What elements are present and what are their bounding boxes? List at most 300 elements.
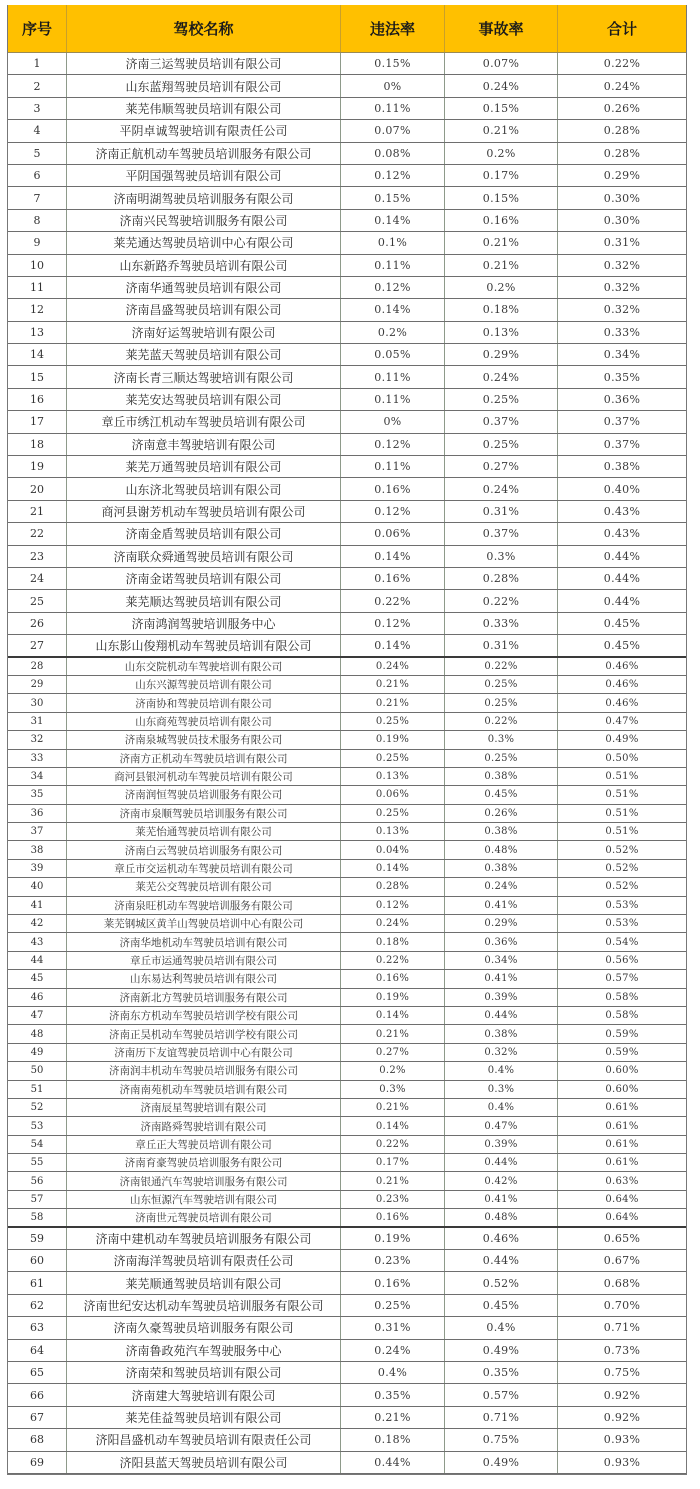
row-seq: 45 — [8, 970, 67, 987]
total-rate: 0.61% — [605, 1138, 639, 1150]
row-seq: 49 — [8, 1044, 67, 1061]
school-name: 济南昌盛驾驶员培训有限公司 — [67, 299, 341, 320]
row-seq: 58 — [8, 1209, 67, 1225]
row-seq: 68 — [8, 1429, 67, 1450]
school-name: 商河县银河机动车驾驶员培训有限公司 — [67, 768, 341, 785]
accident-rate: 0.49% — [445, 1340, 558, 1361]
total-rate: 0.24% — [603, 79, 641, 93]
school-name: 济南泉城驾驶员技术服务有限公司 — [67, 731, 341, 748]
school-name: 莱芜蓝天驾驶员培训有限公司 — [67, 344, 341, 365]
accident-rate: 0.39% — [445, 1136, 558, 1153]
table-row — [8, 299, 686, 321]
table-row — [8, 255, 686, 277]
violation-rate: 0.12% — [341, 897, 445, 914]
table-row — [8, 658, 686, 676]
total-rate: 0.43% — [603, 505, 641, 518]
row-seq: 11 — [8, 277, 67, 298]
table-row — [8, 676, 686, 694]
violation-rate: 0.11% — [341, 366, 445, 387]
row-seq: 12 — [8, 299, 67, 320]
row-seq: 13 — [8, 322, 67, 343]
table-row — [8, 232, 686, 254]
violation-rate: 0.25% — [341, 805, 445, 822]
accident-rate: 0.32% — [445, 1044, 558, 1061]
school-name: 济南正航机动车驾驶员培训服务有限公司 — [67, 143, 341, 164]
accident-rate: 0.22% — [445, 713, 558, 730]
total-rate: 0.30% — [603, 213, 641, 227]
violation-rate: 0.15% — [341, 53, 445, 74]
violation-rate: 0.16% — [341, 478, 445, 499]
row-seq: 30 — [8, 694, 67, 711]
total-rate: 0.45% — [603, 616, 641, 630]
school-name: 莱芜怡通驾驶员培训有限公司 — [67, 823, 341, 840]
total-rate: 0.93% — [603, 1433, 641, 1447]
school-name: 济南好运驾驶培训有限公司 — [67, 322, 341, 343]
accident-rate: 0.25% — [445, 694, 558, 711]
row-seq: 36 — [8, 805, 67, 822]
accident-rate: 0.29% — [445, 344, 558, 365]
accident-rate: 0.4% — [445, 1317, 558, 1338]
school-name: 山东兴源驾驶员培训有限公司 — [67, 676, 341, 693]
total-rate: 0.49% — [605, 734, 639, 746]
total-rate: 0.75% — [603, 1366, 641, 1380]
accident-rate: 0.37% — [445, 523, 558, 544]
total-rate: 0.45% — [603, 638, 641, 652]
table-row — [8, 713, 686, 731]
row-seq: 62 — [8, 1295, 67, 1316]
total-rate: 0.32% — [603, 258, 641, 272]
total-rate: 0.22% — [603, 57, 641, 71]
total-rate: 0.58% — [605, 991, 639, 1003]
accident-rate: 0.13% — [445, 322, 558, 343]
table-row — [8, 210, 686, 232]
accident-rate: 0.25% — [445, 750, 558, 767]
school-name: 莱芜顺达驾驶员培训有限公司 — [67, 590, 341, 611]
accident-rate: 0.2% — [445, 143, 558, 164]
row-seq: 55 — [8, 1154, 67, 1171]
total-rate: 0.40% — [603, 482, 641, 496]
violation-rate: 0.12% — [341, 434, 445, 455]
table-row — [8, 501, 686, 523]
total-rate: 0.61% — [605, 1157, 639, 1169]
row-seq: 40 — [8, 878, 67, 895]
accident-rate: 0.38% — [445, 768, 558, 785]
violation-rate: 0.14% — [341, 635, 445, 655]
row-seq: 47 — [8, 1007, 67, 1024]
violation-rate: 0.12% — [341, 501, 445, 522]
accident-rate: 0.07% — [445, 53, 558, 74]
table-row — [8, 731, 686, 749]
table-row — [8, 53, 686, 75]
violation-rate: 0.04% — [341, 841, 445, 858]
total-rate: 0.29% — [603, 169, 641, 183]
accident-rate: 0.3% — [445, 1081, 558, 1098]
table-row — [8, 860, 686, 878]
accident-rate: 0.37% — [445, 411, 558, 432]
row-seq: 25 — [8, 590, 67, 611]
violation-rate: 0.14% — [341, 546, 445, 567]
school-name: 济南南苑机动车驾驶员培训有限公司 — [67, 1081, 341, 1098]
total-rate: 0.63% — [605, 1175, 639, 1187]
violation-rate: 0.07% — [341, 120, 445, 141]
row-seq: 44 — [8, 952, 67, 969]
total-rate: 0.37% — [603, 437, 641, 451]
school-name: 济南白云驾驶员培训服务有限公司 — [67, 841, 341, 858]
violation-rate: 0.22% — [341, 952, 445, 969]
accident-rate: 0.71% — [445, 1407, 558, 1428]
school-name: 章丘市运通驾驶员培训有限公司 — [67, 952, 341, 969]
total-rate: 0.26% — [603, 101, 641, 115]
violation-rate: 0.14% — [341, 210, 445, 231]
table-row — [8, 1044, 686, 1062]
table-row — [8, 546, 686, 568]
school-name: 莱芜钢城区黄羊山驾驶员培训中心有限公司 — [67, 915, 341, 932]
total-rate: 0.71% — [603, 1321, 641, 1335]
row-seq: 34 — [8, 768, 67, 785]
violation-rate: 0.19% — [341, 989, 445, 1006]
row-seq: 57 — [8, 1191, 67, 1208]
violation-rate: 0.21% — [341, 1099, 445, 1116]
violation-rate: 0.19% — [341, 1228, 445, 1249]
total-rate: 0.36% — [603, 393, 641, 407]
violation-rate: 0.24% — [341, 1340, 445, 1361]
row-seq: 53 — [8, 1117, 67, 1134]
accident-rate: 0.41% — [445, 1191, 558, 1208]
total-rate: 0.61% — [605, 1102, 639, 1114]
violation-rate: 0.16% — [341, 568, 445, 589]
total-rate: 0.28% — [603, 124, 641, 138]
violation-rate: 0.12% — [341, 613, 445, 634]
accident-rate: 0.24% — [445, 878, 558, 895]
row-seq: 69 — [8, 1452, 67, 1473]
table-row — [8, 786, 686, 804]
row-seq: 19 — [8, 456, 67, 477]
table-row — [8, 1384, 686, 1406]
row-seq: 66 — [8, 1384, 67, 1405]
table-row — [8, 1250, 686, 1272]
total-rate: 0.56% — [605, 954, 639, 966]
school-name: 山东影山俊翔机动车驾驶员培训有限公司 — [67, 635, 341, 655]
accident-rate: 0.15% — [445, 98, 558, 119]
accident-rate: 0.57% — [445, 1384, 558, 1405]
school-name: 章丘市绣江机动车驾驶员培训有限公司 — [67, 411, 341, 432]
violation-rate: 0.21% — [341, 1172, 445, 1189]
violation-rate: 0.06% — [341, 523, 445, 544]
violation-rate: 0.25% — [341, 750, 445, 767]
violation-rate: 0.14% — [341, 299, 445, 320]
violation-rate: 0.13% — [341, 823, 445, 840]
violation-rate: 0.19% — [341, 731, 445, 748]
row-seq: 20 — [8, 478, 67, 499]
violation-rate: 0.4% — [341, 1362, 445, 1383]
violation-rate: 0.25% — [341, 1295, 445, 1316]
school-name: 济南中建机动车驾驶员培训服务有限公司 — [67, 1228, 341, 1249]
school-name: 莱芜万通驾驶员培训有限公司 — [67, 456, 341, 477]
accident-rate: 0.75% — [445, 1429, 558, 1450]
accident-rate: 0.45% — [445, 1295, 558, 1316]
total-rate: 0.60% — [605, 1083, 639, 1095]
table-row — [8, 915, 686, 933]
total-rate: 0.46% — [605, 697, 639, 709]
accident-rate: 0.31% — [445, 501, 558, 522]
table-row — [8, 1136, 686, 1154]
row-seq: 22 — [8, 523, 67, 544]
violation-rate: 0.14% — [341, 1007, 445, 1024]
total-rate: 0.64% — [605, 1211, 639, 1223]
accident-rate: 0.27% — [445, 456, 558, 477]
violation-rate: 0.31% — [341, 1317, 445, 1338]
table-row — [8, 1272, 686, 1294]
school-name: 莱芜顺通驾驶员培训有限公司 — [67, 1272, 341, 1293]
school-name: 济南金诺驾驶员培训有限公司 — [67, 568, 341, 589]
accident-rate: 0.22% — [445, 658, 558, 675]
row-seq: 33 — [8, 750, 67, 767]
total-rate: 0.32% — [603, 281, 641, 295]
accident-rate: 0.18% — [445, 299, 558, 320]
school-name: 济南泉旺机动车驾驶培训服务有限公司 — [67, 897, 341, 914]
row-seq: 24 — [8, 568, 67, 589]
school-name: 山东新路乔驾驶员培训有限公司 — [67, 255, 341, 276]
violation-rate: 0.17% — [341, 1154, 445, 1171]
total-rate: 0.53% — [605, 918, 639, 930]
school-name: 山东蓝翔驾驶员培训有限公司 — [67, 75, 341, 96]
violation-rate: 0.2% — [341, 322, 445, 343]
table-row — [8, 805, 686, 823]
row-seq: 18 — [8, 434, 67, 455]
row-seq: 46 — [8, 989, 67, 1006]
accident-rate: 0.36% — [445, 933, 558, 950]
total-rate: 0.32% — [603, 303, 641, 317]
accident-rate: 0.28% — [445, 568, 558, 589]
school-name: 章丘正大驾驶员培训有限公司 — [67, 1136, 341, 1153]
school-name: 济南方正机动车驾驶员培训有限公司 — [67, 750, 341, 767]
row-seq: 61 — [8, 1272, 67, 1293]
school-name: 山东商苑驾驶员培训有限公司 — [67, 713, 341, 730]
total-rate: 0.44% — [603, 549, 641, 563]
row-seq: 4 — [8, 120, 67, 141]
school-name: 济南华通驾驶员培训有限公司 — [67, 277, 341, 298]
school-name: 济南荣和驾驶员培训有限公司 — [67, 1362, 341, 1383]
school-name: 济南建大驾驶培训有限公司 — [67, 1384, 341, 1405]
table-row — [8, 1452, 686, 1474]
table-row — [8, 322, 686, 344]
total-rate: 0.44% — [603, 572, 641, 586]
school-name: 济南市泉顺驾驶员培训服务有限公司 — [67, 805, 341, 822]
row-seq: 50 — [8, 1062, 67, 1079]
row-seq: 41 — [8, 897, 67, 914]
accident-rate: 0.4% — [445, 1062, 558, 1079]
accident-rate: 0.16% — [445, 210, 558, 231]
violation-rate: 0.22% — [341, 590, 445, 611]
table-row — [8, 878, 686, 896]
violation-rate: 0.18% — [341, 933, 445, 950]
total-rate: 0.28% — [603, 146, 641, 160]
accident-rate: 0.45% — [445, 786, 558, 803]
table-row — [8, 120, 686, 142]
table-row — [8, 1228, 686, 1250]
school-name: 济南正昊机动车驾驶员培训学校有限公司 — [67, 1025, 341, 1042]
table-row — [8, 165, 686, 187]
table-row — [8, 568, 686, 590]
table-row — [8, 143, 686, 165]
table-row — [8, 277, 686, 299]
school-name: 济南协和驾驶员培训有限公司 — [67, 694, 341, 711]
row-seq: 9 — [8, 232, 67, 253]
school-name: 济南海洋驾驶员培训有限责任公司 — [67, 1250, 341, 1271]
accident-rate: 0.25% — [445, 389, 558, 410]
violation-rate: 0.28% — [341, 878, 445, 895]
row-seq: 48 — [8, 1025, 67, 1042]
total-rate: 0.52% — [605, 844, 639, 856]
table-row — [8, 366, 686, 388]
school-name: 商河县谢芳机动车驾驶员培训有限公司 — [67, 501, 341, 522]
accident-rate: 0.39% — [445, 989, 558, 1006]
violation-rate: 0.25% — [341, 713, 445, 730]
accident-rate: 0.26% — [445, 805, 558, 822]
total-rate: 0.52% — [605, 863, 639, 875]
school-name: 济南三运驾驶员培训有限公司 — [67, 53, 341, 74]
row-seq: 17 — [8, 411, 67, 432]
accident-rate: 0.42% — [445, 1172, 558, 1189]
total-rate: 0.57% — [605, 973, 639, 985]
row-seq: 21 — [8, 501, 67, 522]
table-row — [8, 694, 686, 712]
table-row — [8, 75, 686, 97]
total-rate: 0.59% — [605, 1028, 639, 1040]
accident-rate: 0.44% — [445, 1154, 558, 1171]
accident-rate: 0.38% — [445, 1025, 558, 1042]
accident-rate: 0.33% — [445, 613, 558, 634]
total-rate: 0.54% — [605, 936, 639, 948]
row-seq: 2 — [8, 75, 67, 96]
total-rate: 0.37% — [603, 415, 641, 429]
row-seq: 67 — [8, 1407, 67, 1428]
school-name: 济南华地机动车驾驶员培训有限公司 — [67, 933, 341, 950]
school-name: 济南润丰机动车驾驶员培训服务有限公司 — [67, 1062, 341, 1079]
violation-rate: 0.11% — [341, 389, 445, 410]
violation-rate: 0.1% — [341, 232, 445, 253]
header-accident-rate: 事故率 — [445, 5, 558, 52]
violation-rate: 0% — [341, 411, 445, 432]
row-seq: 52 — [8, 1099, 67, 1116]
table-row — [8, 1081, 686, 1099]
total-rate: 0.43% — [603, 527, 641, 541]
row-seq: 65 — [8, 1362, 67, 1383]
total-rate: 0.60% — [605, 1065, 639, 1077]
school-name: 济南世纪安达机动车驾驶员培训服务有限公司 — [67, 1295, 341, 1316]
violation-rate: 0.15% — [341, 187, 445, 208]
total-rate: 0.68% — [603, 1276, 641, 1290]
violation-rate: 0.24% — [341, 915, 445, 932]
total-rate: 0.34% — [603, 348, 641, 362]
header-seq: 序号 — [8, 5, 67, 52]
violation-rate: 0.12% — [341, 165, 445, 186]
school-name: 济南兴民驾驶培训服务有限公司 — [67, 210, 341, 231]
table-body — [8, 53, 686, 1474]
total-rate: 0.67% — [603, 1254, 641, 1268]
accident-rate: 0.41% — [445, 897, 558, 914]
table-header-row — [8, 5, 686, 53]
school-name: 济南银通汽车驾驶培训服务有限公司 — [67, 1172, 341, 1189]
total-rate: 0.73% — [603, 1343, 641, 1357]
total-rate: 0.35% — [603, 370, 641, 384]
school-name: 济南金盾驾驶员培训有限公司 — [67, 523, 341, 544]
total-rate: 0.70% — [603, 1299, 641, 1313]
row-seq: 39 — [8, 860, 67, 877]
total-rate: 0.61% — [605, 1120, 639, 1132]
violation-rate: 0.3% — [341, 1081, 445, 1098]
school-name: 章丘市交运机动车驾驶员培训有限公司 — [67, 860, 341, 877]
row-seq: 6 — [8, 165, 67, 186]
violation-rate: 0.21% — [341, 694, 445, 711]
total-rate: 0.31% — [603, 236, 641, 250]
table-row — [8, 98, 686, 120]
violation-rate: 0.2% — [341, 1062, 445, 1079]
school-name: 济南东方机动车驾驶员培训学校有限公司 — [67, 1007, 341, 1024]
table-row — [8, 523, 686, 545]
violation-rate: 0.08% — [341, 143, 445, 164]
table-row — [8, 1099, 686, 1117]
violation-rate: 0.21% — [341, 1407, 445, 1428]
school-name: 济南意丰驾驶培训有限公司 — [67, 434, 341, 455]
school-name: 济南明湖驾驶员培训服务有限公司 — [67, 187, 341, 208]
row-seq: 54 — [8, 1136, 67, 1153]
table-row — [8, 1317, 686, 1339]
row-seq: 35 — [8, 786, 67, 803]
school-name: 济南久豪驾驶员培训服务有限公司 — [67, 1317, 341, 1338]
row-seq: 7 — [8, 187, 67, 208]
row-seq: 56 — [8, 1172, 67, 1189]
total-rate: 0.47% — [605, 715, 639, 727]
row-seq: 63 — [8, 1317, 67, 1338]
table-row — [8, 952, 686, 970]
total-rate: 0.53% — [605, 899, 639, 911]
violation-rate: 0.44% — [341, 1452, 445, 1473]
total-rate: 0.59% — [605, 1046, 639, 1058]
row-seq: 27 — [8, 635, 67, 655]
row-seq: 5 — [8, 143, 67, 164]
row-seq: 29 — [8, 676, 67, 693]
accident-rate: 0.21% — [445, 120, 558, 141]
school-name: 平阴卓诚驾驶培训有限责任公司 — [67, 120, 341, 141]
accident-rate: 0.47% — [445, 1117, 558, 1134]
violation-rate: 0.23% — [341, 1250, 445, 1271]
table-row — [8, 1025, 686, 1043]
school-name: 山东恒源汽车驾驶培训有限公司 — [67, 1191, 341, 1208]
school-name: 济南联众舜通驾驶员培训有限公司 — [67, 546, 341, 567]
row-seq: 3 — [8, 98, 67, 119]
row-seq: 15 — [8, 366, 67, 387]
table-row — [8, 411, 686, 433]
school-name: 莱芜伟顺驾驶员培训有限公司 — [67, 98, 341, 119]
accident-rate: 0.35% — [445, 1362, 558, 1383]
violation-rate: 0% — [341, 75, 445, 96]
table-row — [8, 1062, 686, 1080]
school-name: 济阳昌盛机动车驾驶员培训有限责任公司 — [67, 1429, 341, 1450]
accident-rate: 0.17% — [445, 165, 558, 186]
violation-rate: 0.21% — [341, 676, 445, 693]
accident-rate: 0.52% — [445, 1272, 558, 1293]
violation-rate: 0.18% — [341, 1429, 445, 1450]
accident-rate: 0.3% — [445, 546, 558, 567]
row-seq: 64 — [8, 1340, 67, 1361]
violation-rate: 0.11% — [341, 255, 445, 276]
violation-rate: 0.11% — [341, 98, 445, 119]
school-name: 平阴国强驾驶员培训有限公司 — [67, 165, 341, 186]
table-row — [8, 434, 686, 456]
table-row — [8, 897, 686, 915]
accident-rate: 0.24% — [445, 366, 558, 387]
